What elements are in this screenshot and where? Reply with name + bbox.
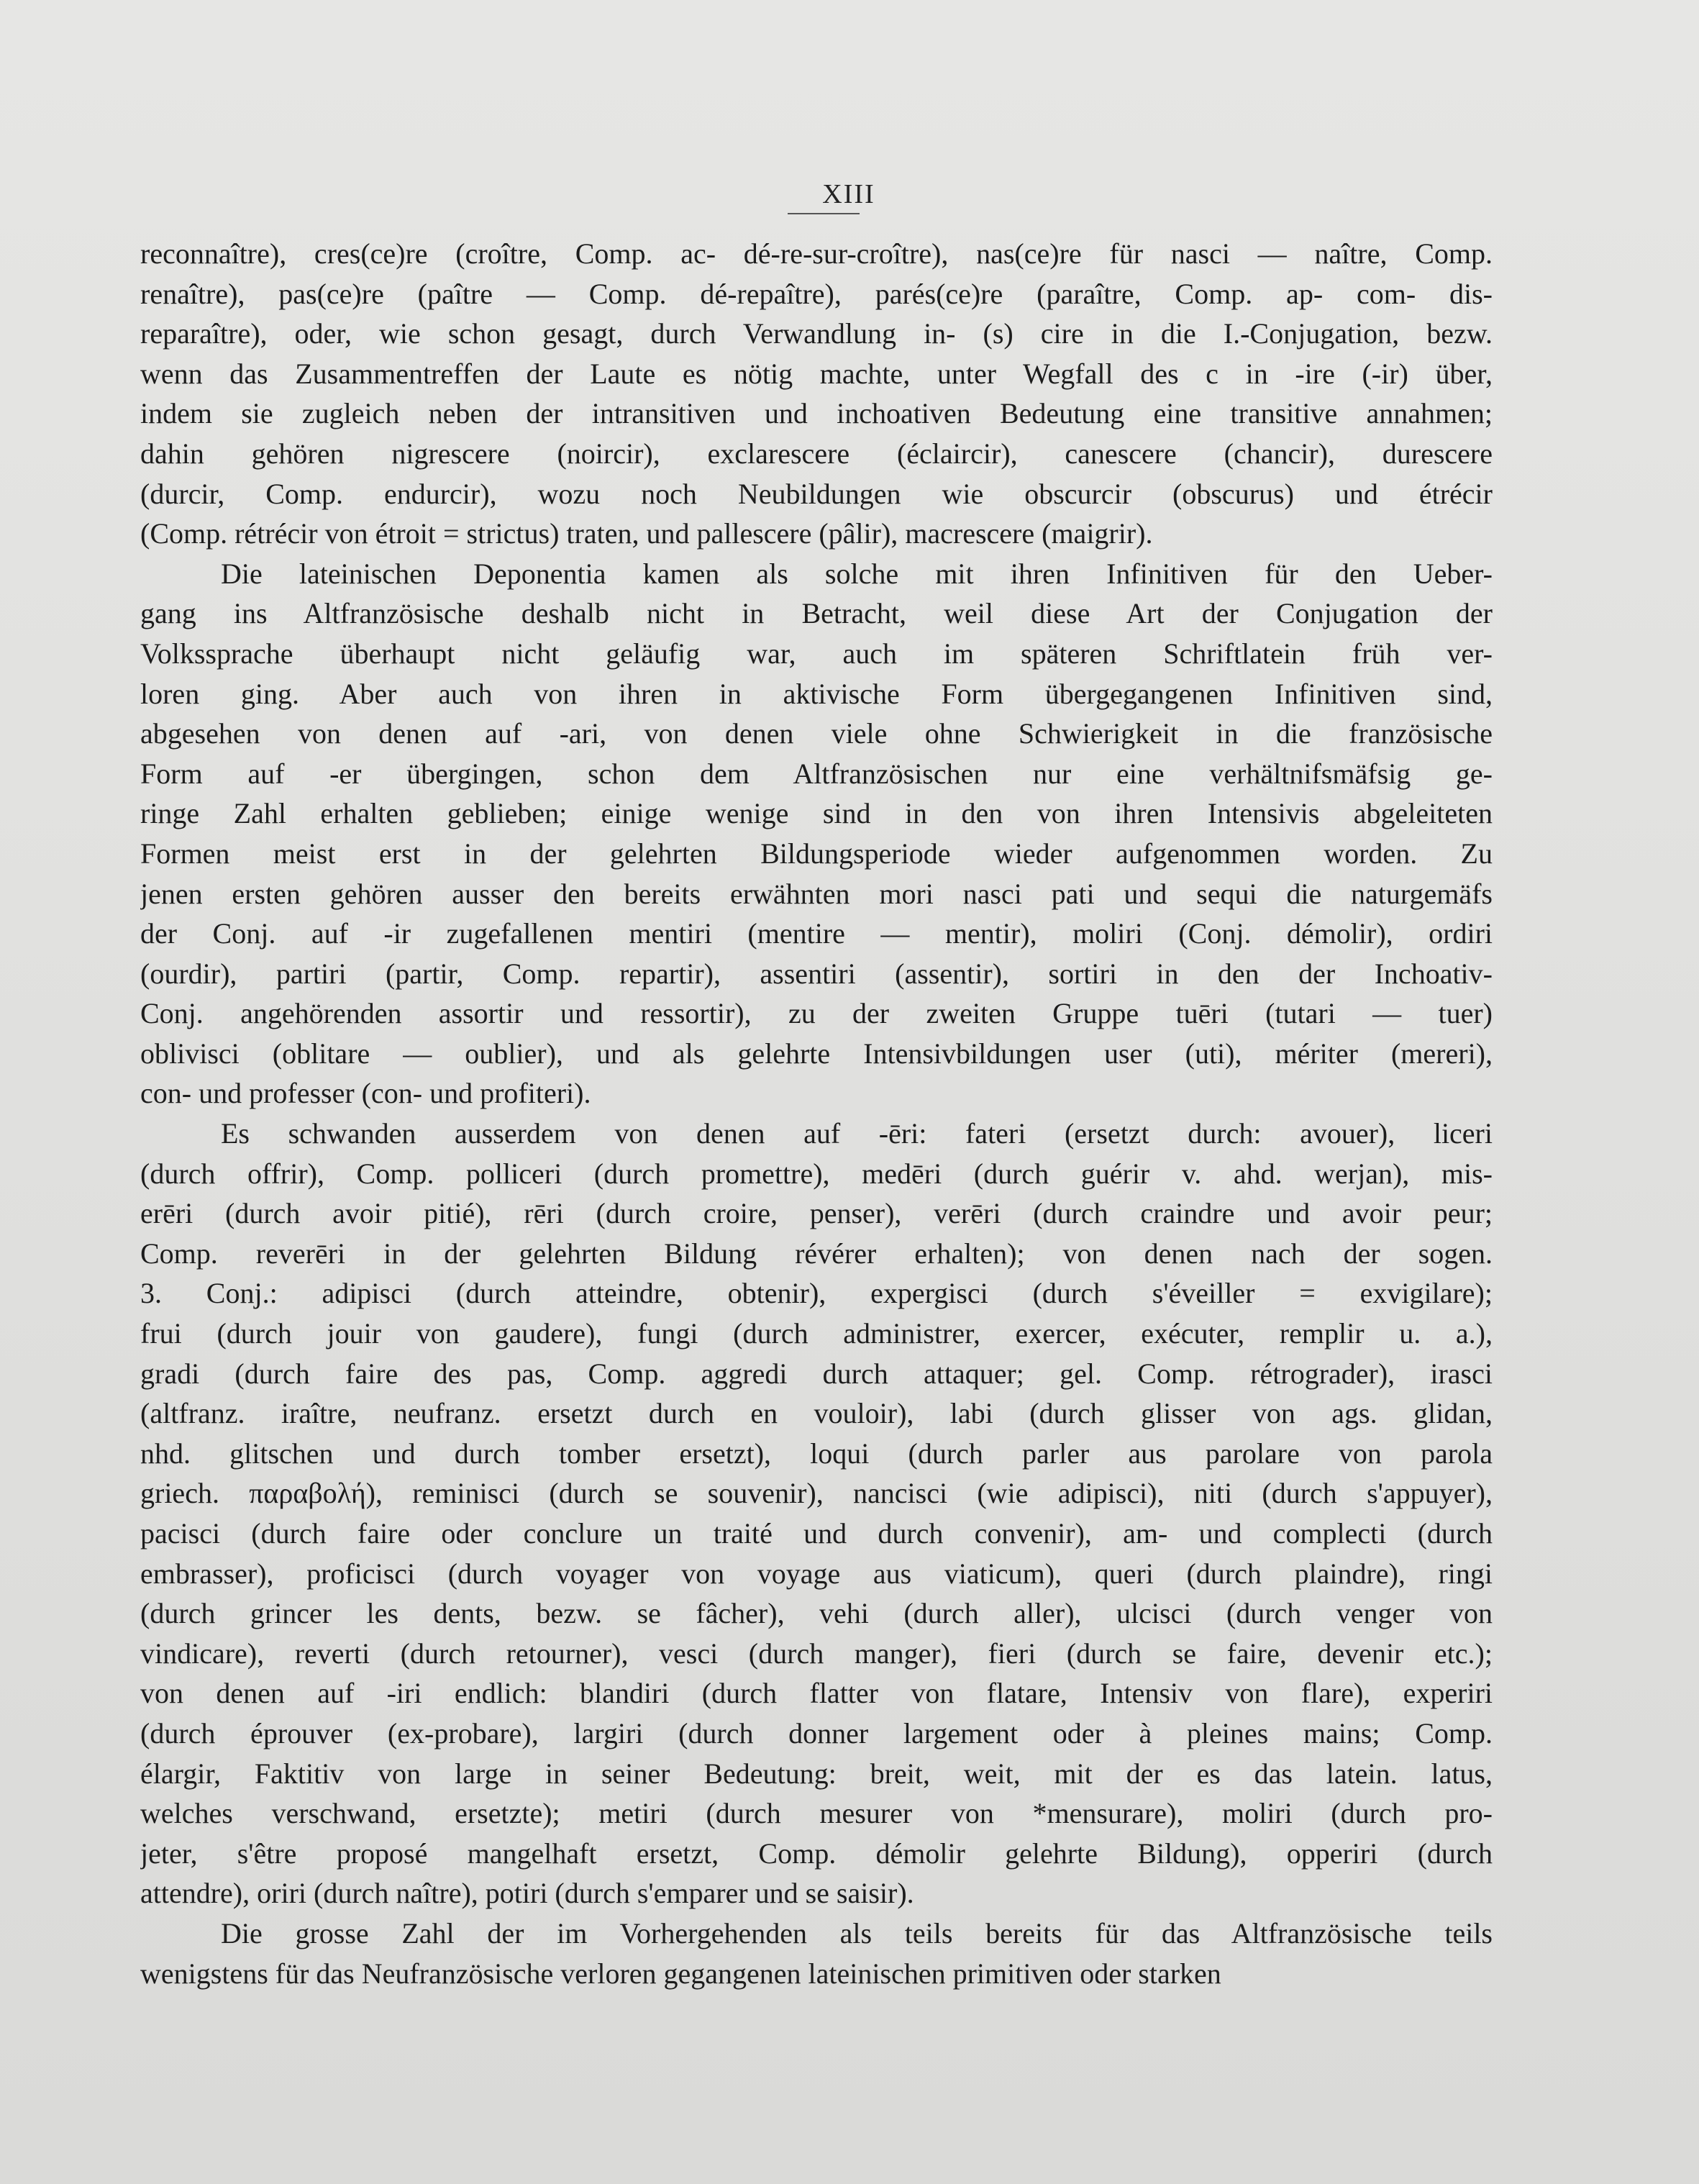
text-line: der Conj. auf -ir zugefallenen mentiri (mentire — mentir), moliri (Conj. démolir), ordiri — [140, 917, 1493, 950]
text-line: (ourdir), partiri (partir, Comp. repartir), assentiri (assentir), sortiri in den der Inchoativ- — [140, 957, 1493, 990]
page-number: XIII — [822, 179, 875, 209]
text-line: griech. παραβολή), reminisci (durch se souvenir), nancisci (wie adipisci), niti (durch s'appuyer), — [140, 1477, 1493, 1510]
text-line: reconnaître), cres(ce)re (croître, Comp. ac- dé-re-sur-croître), nas(ce)re für nasci — naître, Comp. — [140, 237, 1493, 270]
text-line: reparaître), oder, wie schon gesagt, durch Verwandlung in- (s) cire in die I.-Conjugation, bezw. — [140, 317, 1493, 350]
text-line: con- und professer (con- und profiteri). — [140, 1077, 591, 1110]
text-line: Die lateinischen Deponentia kamen als solche mit ihren Infinitiven für den Ueber- — [221, 557, 1493, 590]
text-line: nhd. glitschen und durch tomber ersetzt), loqui (durch parler aus parolare von parola — [140, 1437, 1493, 1470]
text-line: vindicare), reverti (durch retourner), vesci (durch manger), fieri (durch se faire, devenir etc.); — [140, 1637, 1493, 1670]
text-line: Volkssprache überhaupt nicht geläufig war, auch im späteren Schriftlatein früh ver- — [140, 637, 1493, 670]
text-line: 3. Conj.: adipisci (durch atteindre, obtenir), expergisci (durch s'éveiller = exvigilare); — [140, 1277, 1493, 1310]
text-line: oblivisci (oblitare — oublier), und als gelehrte Intensivbildungen user (uti), mériter (mereri), — [140, 1037, 1493, 1070]
paragraph — [140, 1114, 1493, 1914]
text-line: (Comp. rétrécir von étroit = strictus) traten, und pallescere (pâlir), macrescere (maigrir). — [140, 517, 1153, 550]
text-line: gradi (durch faire des pas, Comp. aggredi durch attaquer; gel. Comp. rétrograder), irasci — [140, 1357, 1493, 1390]
text-line: frui (durch jouir von gaudere), fungi (durch administrer, exercer, exécuter, remplir u. a.), — [140, 1317, 1493, 1350]
text-line: (durch offrir), Comp. polliceri (durch promettre), medēri (durch guérir v. ahd. werjan), mis- — [140, 1157, 1493, 1190]
text-line: welches verschwand, ersetzte); metiri (durch mesurer von *mensurare), moliri (durch pro- — [140, 1797, 1493, 1830]
text-line: (durcir, Comp. endurcir), wozu noch Neubildungen wie obscurcir (obscurus) und étrécir — [140, 477, 1493, 510]
paragraph — [140, 554, 1493, 1114]
text-line: (altfranz. iraître, neufranz. ersetzt durch en vouloir), labi (durch glisser von ags. glidan, — [140, 1397, 1493, 1430]
text-line: loren ging. Aber auch von ihren in aktivische Form übergegangenen Infinitiven sind, — [140, 677, 1493, 710]
text-line: Es schwanden ausserdem von denen auf -ēri: fateri (ersetzt durch: avouer), liceri — [221, 1117, 1493, 1150]
paragraph — [140, 1914, 1493, 1993]
text-line: Form auf -er übergingen, schon dem Altfranzösischen nur eine verhältnifsmäfsig ge- — [140, 757, 1493, 790]
text-line: (durch éprouver (ex-probare), largiri (durch donner largement oder à pleines mains; Comp. — [140, 1716, 1493, 1750]
text-line: pacisci (durch faire oder conclure un traité und durch convenir), am- und complecti (durch — [140, 1517, 1493, 1550]
body-text — [140, 234, 1493, 1993]
text-line: renaître), pas(ce)re (paître — Comp. dé-repaître), parés(ce)re (paraître, Comp. ap- com- dis- — [140, 277, 1493, 310]
text-line: wenigstens für das Neufranzösische verloren gegangenen lateinischen primitiven oder starken — [140, 1957, 1221, 1990]
text-line: wenn das Zusammentreffen der Laute es nötig machte, unter Wegfall des c in -ire (-ir) über, — [140, 357, 1493, 390]
text-line: jeter, s'être proposé mangelhaft ersetzt, Comp. démolir gelehrte Bildung), opperiri (durch — [140, 1837, 1493, 1870]
text-line: Die grosse Zahl der im Vorhergehenden als teils bereits für das Altfranzösische teils — [221, 1916, 1493, 1949]
text-line: ringe Zahl erhalten geblieben; einige wenige sind in den von ihren Intensivis abgeleiteten — [140, 797, 1493, 830]
text-line: élargir, Faktitiv von large in seiner Bedeutung: breit, weit, mit der es das latein. latus, — [140, 1757, 1493, 1790]
text-line: von denen auf -iri endlich: blandiri (durch flatter von flatare, Intensiv von flare), experiri — [140, 1677, 1493, 1710]
text-line: gang ins Altfranzösische deshalb nicht in Betracht, weil diese Art der Conjugation der — [140, 597, 1493, 630]
text-line: erēri (durch avoir pitié), rēri (durch croire, penser), verēri (durch craindre und avoir peur; — [140, 1197, 1493, 1230]
text-line: abgesehen von denen auf -ari, von denen viele ohne Schwierigkeit in die französische — [140, 717, 1493, 750]
text-line: Comp. reverēri in der gelehrten Bildung révérer erhalten); von denen nach der sogen. — [140, 1237, 1493, 1270]
text-line: (durch grincer les dents, bezw. se fâcher), vehi (durch aller), ulcisci (durch venger von — [140, 1597, 1493, 1630]
text-line: Formen meist erst in der gelehrten Bildungsperiode wieder aufgenommen worden. Zu — [140, 837, 1493, 870]
page-number-rule — [788, 213, 860, 214]
text-line: Conj. angehörenden assortir und ressortir), zu der zweiten Gruppe tuēri (tutari — tuer) — [140, 997, 1493, 1030]
text-line: indem sie zugleich neben der intransitiven und inchoativen Bedeutung eine transitive annahmen; — [140, 397, 1493, 430]
paragraph — [140, 234, 1493, 554]
text-line: jenen ersten gehören ausser den bereits erwähnten mori nasci pati und sequi die naturgemäfs — [140, 877, 1493, 910]
text-line: dahin gehören nigrescere (noircir), exclarescere (éclaircir), canescere (chancir), durescere — [140, 437, 1493, 470]
text-line: embrasser), proficisci (durch voyager von voyage aus viaticum), queri (durch plaindre), ringi — [140, 1557, 1493, 1590]
text-line: attendre), oriri (durch naître), potiri (durch s'emparer und se saisir). — [140, 1877, 914, 1910]
